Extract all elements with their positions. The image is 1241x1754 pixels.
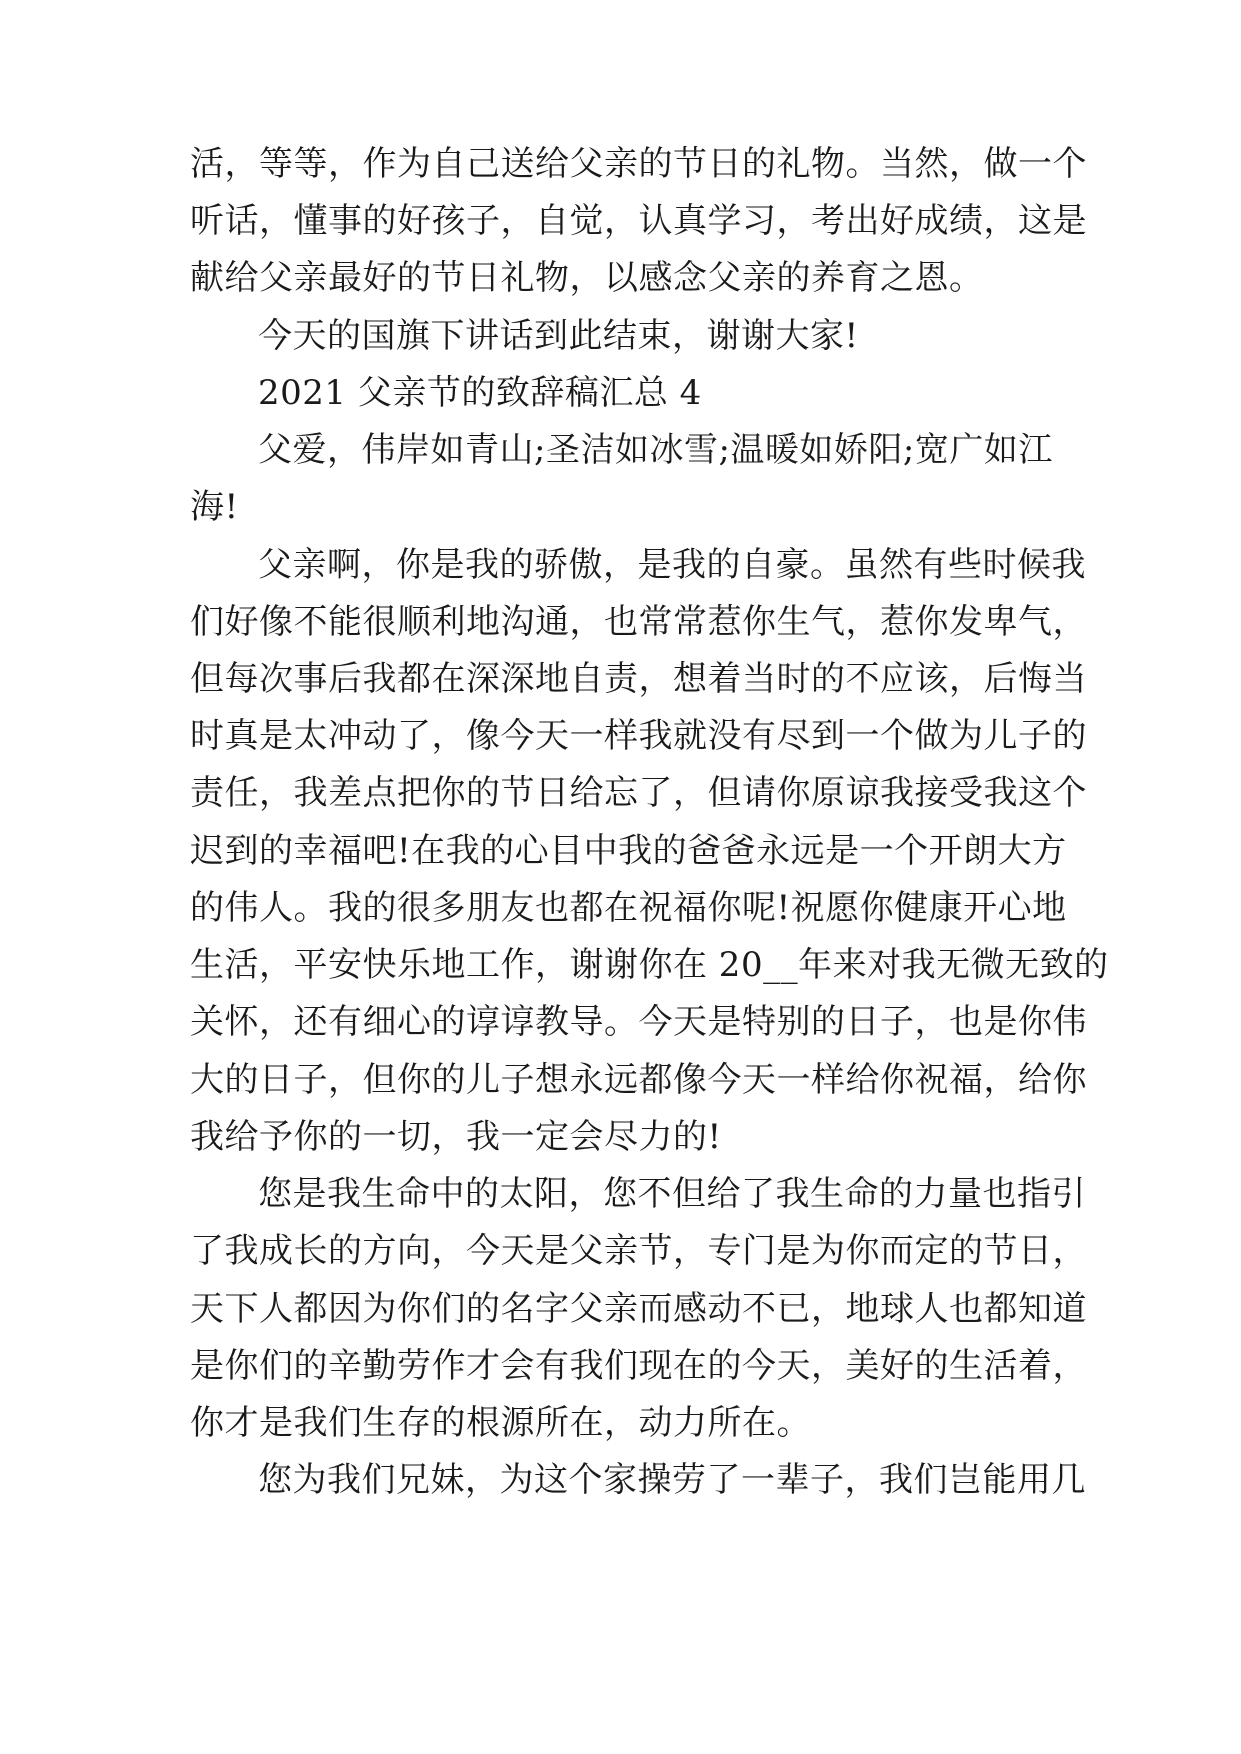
text-line: 父亲啊，你是我的骄傲，是我的自豪。虽然有些时候我 (258, 545, 1086, 585)
text-line: 生活，平安快乐地工作，谢谢你在 20__年来对我无微无致的 (190, 945, 1109, 985)
text-line: 我给予你的一切，我一定会尽力的! (190, 1117, 722, 1157)
text-line: 时真是太冲动了，像今天一样我就没有尽到一个做为儿子的 (190, 716, 1087, 756)
text-line: 您是我生命中的太阳，您不但给了我生命的力量也指引 (258, 1174, 1086, 1214)
text-line: 父爱，伟岸如青山;圣洁如冰雪;温暖如娇阳;宽广如江 (258, 430, 1053, 470)
text-line: 你才是我们生存的根源所在，动力所在。 (190, 1403, 811, 1443)
text-line: 的伟人。我的很多朋友也都在祝福你呢!祝愿你健康开心地 (190, 888, 1067, 928)
text-line: 关怀，还有细心的谆谆教导。今天是特别的日子，也是你伟 (190, 1002, 1087, 1042)
text-line: 活，等等，作为自己送给父亲的节日的礼物。当然，做一个 (190, 144, 1087, 184)
section-heading: 2021 父亲节的致辞稿汇总 4 (258, 373, 702, 413)
text-line: 您为我们兄妹，为这个家操劳了一辈子，我们岂能用几 (258, 1460, 1086, 1500)
text-line: 了我成长的方向，今天是父亲节，专门是为你而定的节日， (190, 1231, 1087, 1271)
text-line: 海! (190, 487, 239, 527)
text-line: 责任，我差点把你的节日给忘了，但请你原谅我接受我这个 (190, 773, 1087, 813)
text-line: 听话，懂事的好孩子，自觉，认真学习，考出好成绩，这是 (190, 201, 1087, 241)
text-line: 迟到的幸福吧!在我的心目中我的爸爸永远是一个开朗大方 (190, 831, 1067, 871)
text-line: 天下人都因为你们的名字父亲而感动不已，地球人也都知道 (190, 1289, 1087, 1329)
text-line: 们好像不能很顺利地沟通，也常常惹你生气，惹你发卑气， (190, 602, 1087, 642)
text-line: 今天的国旗下讲话到此结束，谢谢大家! (258, 316, 859, 356)
text-line: 献给父亲最好的节日礼物，以感念父亲的养育之恩。 (190, 258, 984, 298)
text-line: 大的日子，但你的儿子想永远都像今天一样给你祝福，给你 (190, 1060, 1087, 1100)
text-line: 是你们的辛勤劳作才会有我们现在的今天，美好的生活着， (190, 1346, 1087, 1386)
text-line: 但每次事后我都在深深地自责，想着当时的不应该，后悔当 (190, 659, 1087, 699)
